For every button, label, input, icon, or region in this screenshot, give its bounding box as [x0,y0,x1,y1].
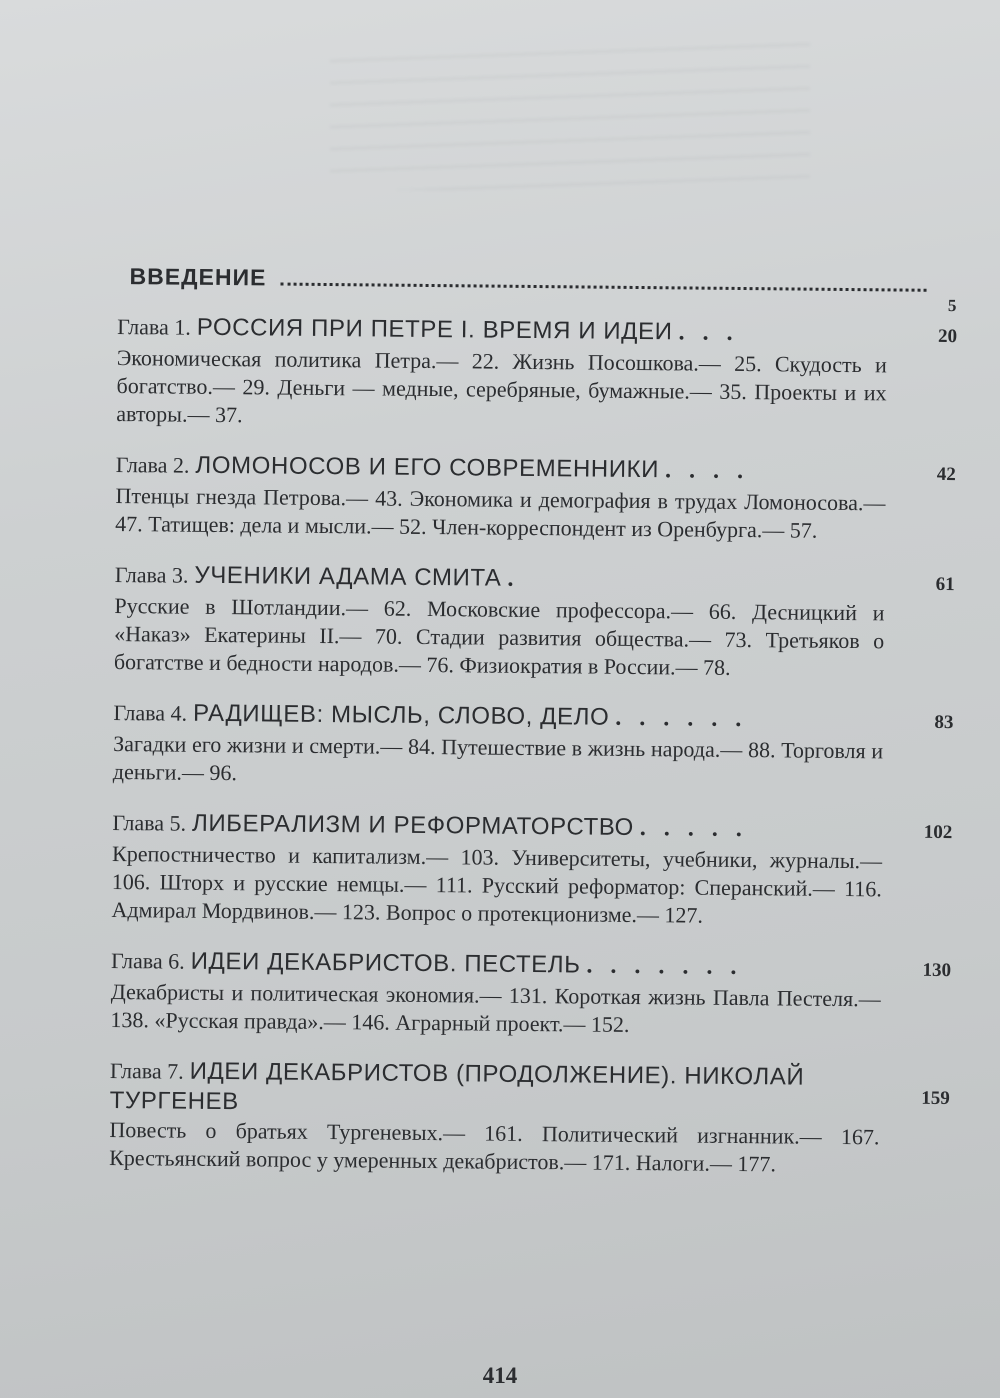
show-through-text [330,40,810,190]
chapter-label: Глава 2. [115,451,190,478]
chapter-page: 83 [934,711,954,734]
toc-chapter-7 [109,1056,950,1180]
chapter-page: 159 [921,1087,950,1110]
leader-dots: . [507,565,520,592]
intro-page: 5 [947,295,958,316]
chapter-description: Повесть о братьях Тургеневых.— 161. Политический изгнанник.— 167. Крестьянский вопрос у умеренных декабристов.— 171. Налоги.— 177. [109,1116,880,1177]
chapter-title: ИДЕИ ДЕКАБРИСТОВ (ПРОДОЛЖЕНИЕ). НИКОЛАЙ ТУРГЕНЕВ [109,1057,805,1116]
toc-intro-entry [129,238,958,316]
chapter-label: Глава 5. [112,809,187,836]
chapter-page: 130 [922,959,952,982]
chapter-label: Глава 4. [113,699,188,726]
toc-chapter-1 [116,312,957,436]
chapter-page: 20 [937,325,958,348]
chapter-page: 61 [935,573,955,596]
leader-dots: . . . [678,319,739,346]
table-of-contents [109,238,958,1180]
chapter-description: Декабристы и политическая экономия.— 131. Короткая жизнь Павла Пестеля.— 138. «Русская правда».— 146. Аграрный проект.— 152. [110,978,881,1037]
chapter-description: Крепостничество и капитализм.— 103. Университеты, учебники, журналы.— 106. Шторх и русские немцы.— 111. Русский реформатор: Сперанский.— 116. Адмирал Мордвинов.— 123. Вопрос о протекционизме.— 127. [111,840,883,928]
toc-chapter-4 [113,698,954,794]
leader-dots [280,283,926,292]
chapter-heading [110,1056,951,1124]
chapter-title: ЛОМОНОСОВ И ЕГО СОВРЕМЕННИКИ [195,451,660,484]
chapter-title: РОССИЯ ПРИ ПЕТРЕ I. ВРЕМЯ И ИДЕИ [196,313,673,346]
chapter-title: ЛИБЕРАЛИЗМ И РЕФОРМАТОРСТВО [191,809,634,841]
leader-dots: . . . . . . [615,704,748,733]
toc-chapter-6 [110,946,951,1042]
chapter-label: Глава 3. [114,561,189,588]
page-number: 414 [482,1363,518,1388]
chapter-title: УЧЕНИКИ АДАМА СМИТА [194,561,502,592]
chapter-title: РАДИЩЕВ: МЫСЛЬ, СЛОВО, ДЕЛО [192,699,610,731]
leader-dots: . . . . [664,457,750,485]
leader-dots: . . . . . [639,815,748,843]
chapter-description: Экономическая политика Петра.— 22. Жизнь Посошкова.— 25. Скудость и богатство.— 29. Деньги — медные, серебряные, бумажные.— 35. Проекты и их авторы.— 37. [116,344,887,428]
chapter-page: 42 [936,463,956,486]
chapter-description: Русские в Шотландии.— 62. Московские профессора.— 66. Десницкий и «Наказ» Екатерины II.— 70. Стадии развития общества.— 73. Третьяков о богатстве и бедности народов.— 76. Физиократия в России.— 78. [113,592,885,680]
intro-label: ВВЕДЕНИЕ [129,263,267,291]
chapter-page: 102 [923,821,953,844]
chapter-label: Глава 6. [110,947,185,974]
chapter-description: Загадки его жизни и смерти.— 84. Путешествие в жизнь народа.— 88. Торговля и деньги.— 96. [112,730,884,786]
leader-dots: . . . . . . . [586,952,743,981]
chapter-description: Птенцы гнезда Петрова.— 43. Экономика и демография в трудах Ломоносова.— 47. Татищев: дела и мысли.— 52. Член-корреспондент из Оренбурга.— 57. [115,482,886,543]
toc-chapter-3 [114,560,955,684]
toc-chapter-5 [111,808,952,932]
chapter-title: ИДЕИ ДЕКАБРИСТОВ. ПЕСТЕЛЬ [190,947,581,979]
chapter-label: Глава 1. [117,313,191,340]
toc-chapter-2 [115,450,956,546]
chapter-label: Глава 7. [109,1057,184,1084]
